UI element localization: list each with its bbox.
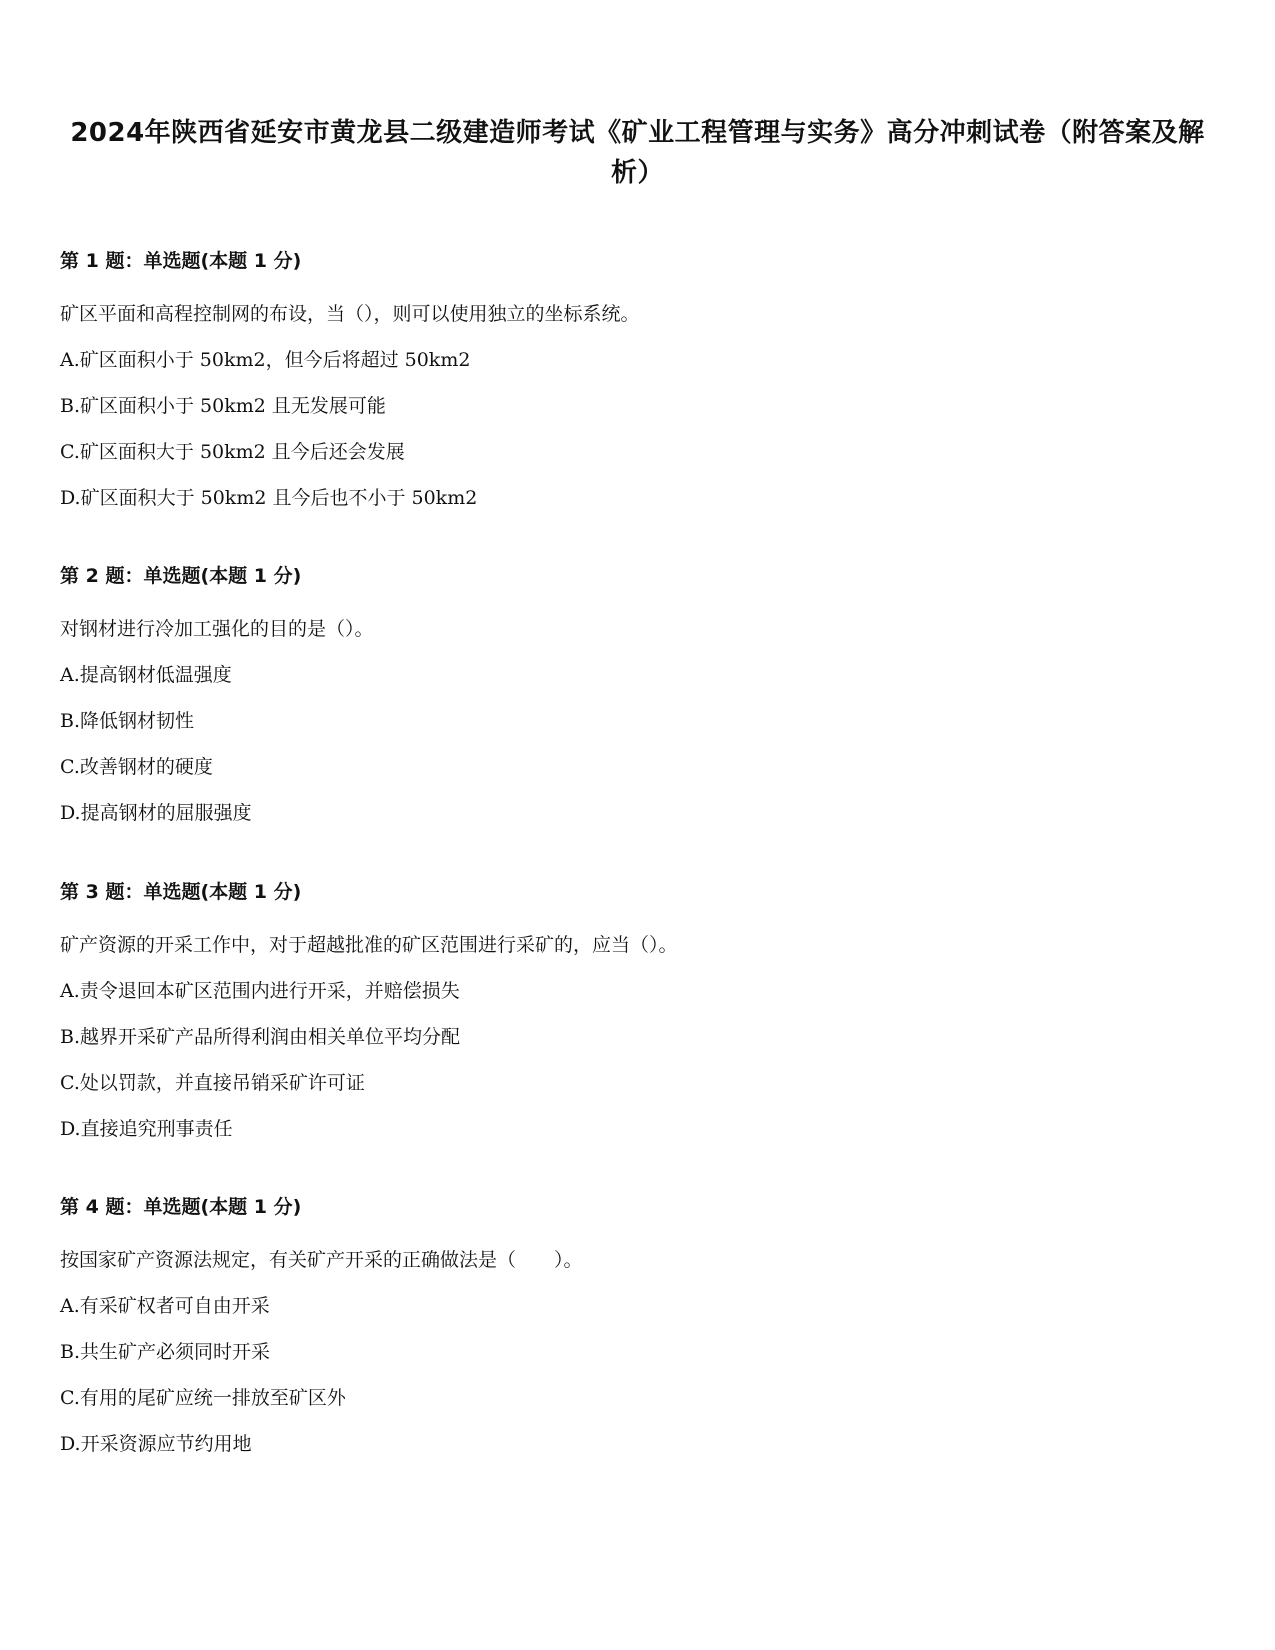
option-a: A.有采矿权者可自由开采 xyxy=(60,1295,270,1317)
option-c: C.矿区面积大于 50km2 且今后还会发展 xyxy=(60,441,405,463)
option-d: D.开采资源应节约用地 xyxy=(60,1433,252,1455)
option-b: B.矿区面积小于 50km2 且无发展可能 xyxy=(60,395,386,417)
option-b: B.共生矿产必须同时开采 xyxy=(60,1341,271,1363)
option-a: A.责令退回本矿区范围内进行开采，并赔偿损失 xyxy=(60,980,460,1002)
option-c: C.处以罚款，并直接吊销采矿许可证 xyxy=(60,1072,365,1094)
option-d: D.直接追究刑事责任 xyxy=(60,1118,233,1140)
question-stem: 矿区平面和高程控制网的布设，当（），则可以使用独立的坐标系统。 xyxy=(60,303,640,325)
question-stem: 矿产资源的开采工作中，对于超越批准的矿区范围进行采矿的，应当（）。 xyxy=(60,934,678,956)
option-c: C.改善钢材的硬度 xyxy=(60,756,213,778)
option-d: D.矿区面积大于 50km2 且今后也不小于 50km2 xyxy=(60,487,478,509)
question-stem: 对钢材进行冷加工强化的目的是（）。 xyxy=(60,618,374,640)
option-b: B.降低钢材韧性 xyxy=(60,710,195,732)
question-3 xyxy=(60,878,1220,1143)
option-d: D.提高钢材的屈服强度 xyxy=(60,802,252,824)
question-stem: 按国家矿产资源法规定，有关矿产开采的正确做法是（ ）。 xyxy=(60,1249,583,1271)
question-2 xyxy=(60,562,1220,827)
document-title: 2024年陕西省延安市黄龙县二级建造师考试《矿业工程管理与实务》高分冲刺试卷（附答案及解析） xyxy=(70,118,1205,188)
option-a: A.矿区面积小于 50km2，但今后将超过 50km2 xyxy=(60,349,471,371)
question-4 xyxy=(60,1193,1220,1458)
option-a: A.提高钢材低温强度 xyxy=(60,664,232,686)
question-header: 第 4 题：单选题(本题 1 分) xyxy=(60,1196,302,1218)
question-header: 第 2 题：单选题(本题 1 分) xyxy=(60,565,302,587)
question-header: 第 3 题：单选题(本题 1 分) xyxy=(60,881,302,903)
option-c: C.有用的尾矿应统一排放至矿区外 xyxy=(60,1387,346,1409)
option-b: B.越界开采矿产品所得利润由相关单位平均分配 xyxy=(60,1026,461,1048)
question-header: 第 1 题：单选题(本题 1 分) xyxy=(60,250,302,272)
question-1 xyxy=(60,247,1220,512)
